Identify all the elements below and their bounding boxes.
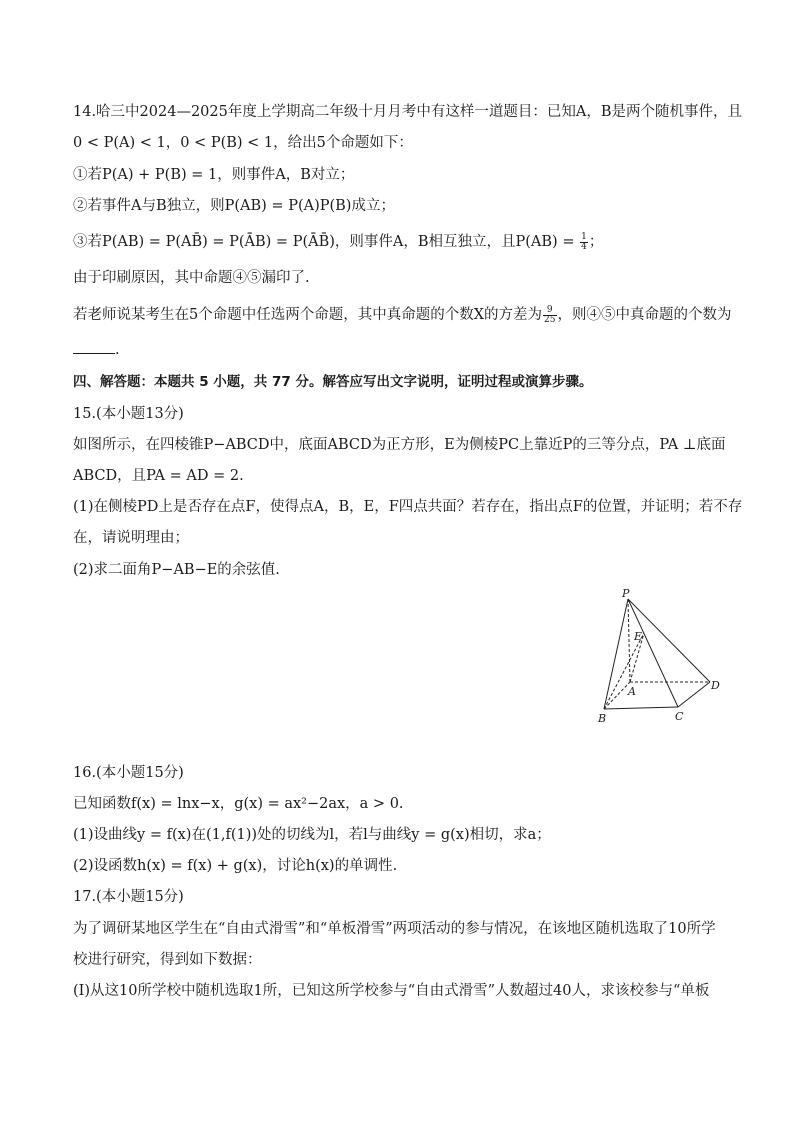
fraction-variance [543,306,556,325]
q15-part-1: (1)在侧棱PD上是否存在点F，使得点A，B，E，F四点共面？若存在，指出点F的位置，并证明；若不存 [73,499,743,515]
segment-BE [604,633,644,709]
edge-PB [604,599,628,709]
edge-PA [628,599,630,682]
fraction-numerator: 1 [581,231,587,242]
pyramid-diagram [592,585,732,725]
q17-line-2: 校进行研究，得到如下数据： [73,952,262,968]
label-E: E [634,630,643,643]
q14-answer-line [73,340,734,360]
q14-proposition-1: ①若P(A) + P(B) = 1，则事件A，B对立； [73,167,355,183]
q15-part-2: (2)求二面角P−AB−E的余弦值. [73,562,280,578]
edge-CD [678,682,710,707]
label-D: D [711,679,720,692]
q14-proposition-3-end: ； [588,234,604,250]
q14-line-7-text: 若老师说某考生在5个命题中任选两个命题，其中真命题的个数X的方差为 [73,307,543,323]
q17-header: 17.(本小题15分) [73,889,184,905]
fraction-one-quarter [580,233,588,252]
q14-line-7-end: ，则④⑤中真命题的个数为 [557,307,732,323]
q14-line-6: 由于印刷原因，其中命题④⑤漏印了. [73,270,310,286]
q14-proposition-3 [73,232,734,252]
q14-line-1: 14.哈三中2024—2025年度上学期高二年级十月月考中有这样一道题目：已知A，B是两个随机事件，且 [73,104,742,120]
q14-proposition-3-text: ③若P(AB) = P(AB̄) = P(ĀB) = P(ĀB̄)，则事件A，B相互独立，且P(AB) = [73,234,580,250]
q16-part-1: (1)设曲线y = f(x)在(1,f(1))处的切线为l，若l与曲线y = g(x)相切，求a； [73,827,551,843]
fraction-numerator: 9 [543,306,556,316]
edge-AB [604,682,630,709]
section-heading: 四、解答题：本题共 5 小题，共 77 分。解答应写出文字说明，证明过程或演算步骤。 [73,374,593,390]
q17-part-1: (Ⅰ)从这10所学校中随机选取1所，已知这所学校参与“自由式滑雪”人数超过40人，求该校参与“单板 [73,983,710,999]
q17-line-1: 为了调研某地区学生在“自由式滑雪”和“单板滑雪”两项活动的参与情况，在该地区随机选取了10所学 [73,921,716,937]
q16-header: 16.(本小题15分) [73,765,184,781]
fraction-denominator: 25 [544,314,556,325]
q15-part-1-cont: 在，请说明理由； [73,530,189,546]
q14-line-7 [73,305,734,325]
q15-line-1: 如图所示，在四棱锥P−ABCD中，底面ABCD为正方形，E为侧棱PC上靠近P的三等分点，PA ⊥底面 [73,437,726,453]
answer-blank-period: . [115,342,120,358]
label-B: B [598,712,607,725]
edge-BC [604,707,678,709]
q15-header: 15.(本小题13分) [73,406,184,422]
label-C: C [675,710,684,723]
fraction-denominator: 4 [581,241,587,252]
answer-blank [73,341,115,354]
q16-line-1: 已知函数f(x) = lnx−x，g(x) = ax²−2ax，a > 0. [73,796,404,812]
label-P: P [622,587,630,600]
q15-line-2: ABCD，且PA = AD = 2. [73,468,244,484]
label-A: A [628,685,636,698]
q14-proposition-2: ②若事件A与B独立，则P(AB) = P(A)P(B)成立； [73,198,395,214]
q14-line-2: 0 < P(A) < 1，0 < P(B) < 1，给出5个命题如下： [73,135,413,151]
q16-part-2: (2)设函数h(x) = f(x) + g(x)，讨论h(x)的单调性. [73,858,398,874]
pyramid-figure [592,585,732,725]
